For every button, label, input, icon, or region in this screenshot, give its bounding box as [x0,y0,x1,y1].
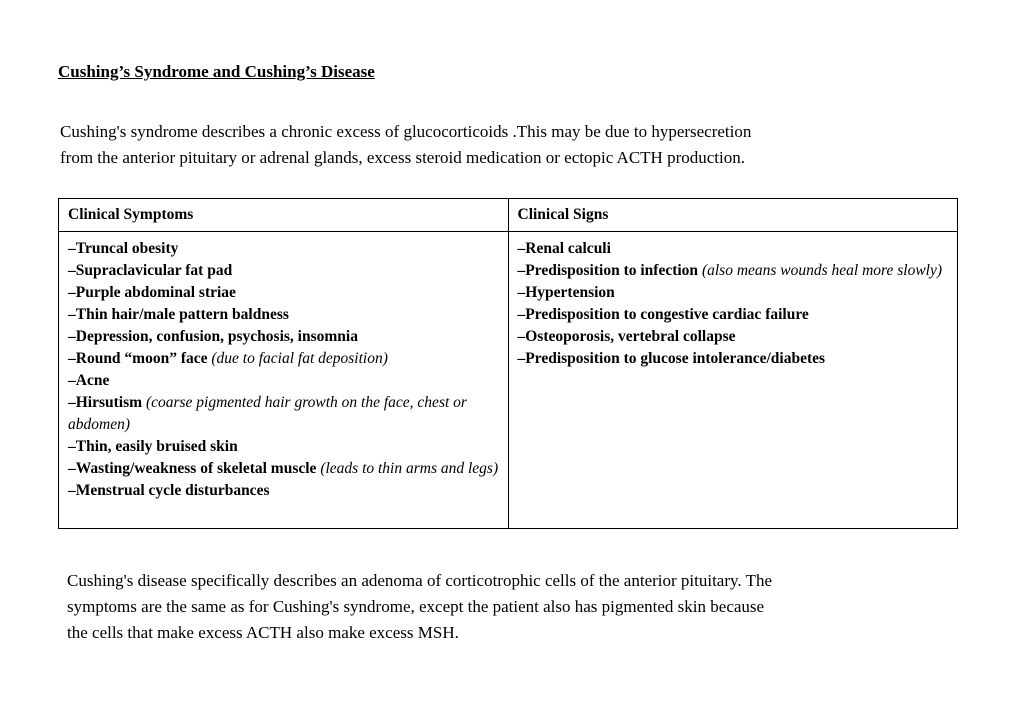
symptom-item [68,348,499,370]
intro-line: from the anterior pituitary or adrenal glands, excess steroid medication or ectopic ACTH production. [60,148,745,167]
symptom-name: –Round “moon” face [68,350,208,367]
disease-line: Cushing's disease specifically describes an adenoma of corticotrophic cells of the anterior pituitary. The [67,571,773,590]
symptoms-column-header: Clinical Symptoms [59,199,509,232]
sign-name: –Hypertension [517,284,615,301]
sign-name: –Renal calculi [517,240,611,257]
sign-item [518,326,949,348]
sign-item [518,282,949,304]
page-title: Cushing’s Syndrome and Cushing’s Disease [58,62,375,81]
clinical-features-table [58,198,958,529]
sign-name: –Osteoporosis, vertebral collapse [517,328,736,345]
sign-note: (also means wounds heal more slowly) [701,262,943,279]
sign-name: –Predisposition to glucose intolerance/diabetes [517,350,826,367]
symptom-item [68,238,499,260]
symptom-name: –Acne [68,372,110,389]
sign-name: –Predisposition to infection [517,262,699,279]
symptom-item [68,304,499,326]
table-header-row [59,199,958,232]
intro-line: Cushing's syndrome describes a chronic excess of glucocorticoids .This may be due to hypersecretion [60,122,752,141]
symptom-item [68,282,499,304]
sign-item [518,260,949,282]
disease-paragraph [67,568,957,646]
signs-column-header: Clinical Signs [508,199,958,232]
symptom-item [68,370,499,392]
symptom-name: –Purple abdominal striae [68,284,236,301]
signs-cell [508,232,958,529]
symptom-item [68,436,499,458]
symptom-item [68,326,499,348]
disease-line: the cells that make excess ACTH also make excess MSH. [67,623,459,642]
disease-line: symptoms are the same as for Cushing's syndrome, except the patient also has pigmented skin because [67,597,765,616]
symptom-note: (due to facial fat deposition) [211,350,388,367]
sign-item [518,348,949,370]
symptom-name: –Thin hair/male pattern baldness [68,306,289,323]
sign-item [518,304,949,326]
sign-name: –Predisposition to congestive cardiac failure [517,306,809,323]
symptom-name: –Supraclavicular fat pad [68,262,233,279]
table-row [59,232,958,529]
symptoms-cell [59,232,509,529]
symptom-note: (coarse pigmented hair growth on the face, chest or abdomen) [68,394,467,433]
symptom-item [68,260,499,282]
symptom-item [68,458,499,480]
symptom-name: –Menstrual cycle disturbances [68,482,270,499]
symptom-name: –Thin, easily bruised skin [68,438,238,455]
symptom-name: –Truncal obesity [68,240,179,257]
symptom-item [68,392,499,436]
intro-paragraph [60,119,960,171]
symptom-name: –Hirsutism [68,394,143,411]
symptom-note: (leads to thin arms and legs) [320,460,499,477]
symptom-name: –Wasting/weakness of skeletal muscle [68,460,317,477]
sign-item [518,238,949,260]
symptom-item [68,480,499,502]
symptom-name: –Depression, confusion, psychosis, insomnia [68,328,358,345]
